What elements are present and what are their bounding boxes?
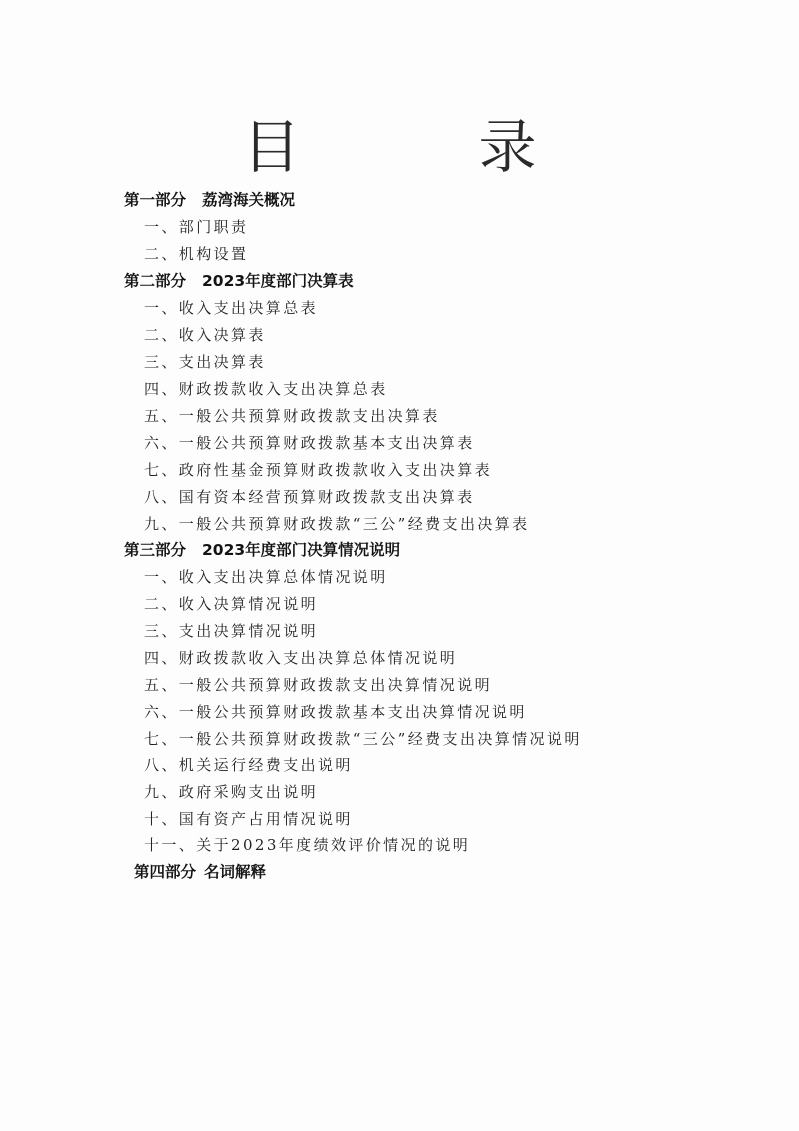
toc-item: 五、一般公共预算财政拨款支出决算表 bbox=[144, 407, 440, 425]
toc-item: 六、一般公共预算财政拨款基本支出决算表 bbox=[144, 434, 475, 452]
toc-item: 八、机关运行经费支出说明 bbox=[144, 756, 353, 774]
toc-part-2 bbox=[124, 268, 354, 295]
part-title: 2023年度部门决算情况说明 bbox=[202, 541, 401, 559]
toc-item: 六、一般公共预算财政拨款基本支出决算情况说明 bbox=[144, 703, 527, 721]
toc-item: 二、收入决算表 bbox=[144, 326, 266, 344]
part-number: 第二部分 bbox=[124, 272, 187, 290]
toc-item: 一、收入支出决算总体情况说明 bbox=[144, 568, 388, 586]
toc-item: 二、收入决算情况说明 bbox=[144, 595, 319, 613]
toc-part-1 bbox=[124, 187, 295, 214]
toc-item: 七、政府性基金预算财政拨款收入支出决算表 bbox=[144, 461, 493, 479]
part-title: 荔湾海关概况 bbox=[202, 191, 296, 209]
toc-item: 八、国有资本经营预算财政拨款支出决算表 bbox=[144, 488, 475, 506]
toc-item: 三、支出决算情况说明 bbox=[144, 622, 319, 640]
toc-part-4 bbox=[134, 859, 266, 886]
toc-item: 五、一般公共预算财政拨款支出决算情况说明 bbox=[144, 676, 493, 694]
toc-item: 三、支出决算表 bbox=[144, 353, 266, 371]
toc-item: 九、一般公共预算财政拨款“三公”经费支出决算表 bbox=[144, 515, 530, 533]
toc-item: 九、政府采购支出说明 bbox=[144, 783, 319, 801]
toc-part-3 bbox=[124, 537, 400, 564]
toc-item: 十、国有资产占用情况说明 bbox=[144, 810, 353, 828]
page-title: 目 录 bbox=[242, 113, 597, 181]
toc-item: 七、一般公共预算财政拨款“三公”经费支出决算情况说明 bbox=[144, 730, 582, 748]
toc-item: 二、机构设置 bbox=[144, 245, 249, 263]
part-number: 第四部分 bbox=[134, 863, 197, 881]
toc-item: 一、收入支出决算总表 bbox=[144, 299, 319, 317]
part-title: 2023年度部门决算表 bbox=[202, 272, 354, 290]
toc-item: 一、部门职责 bbox=[144, 218, 249, 236]
part-number: 第一部分 bbox=[124, 191, 187, 209]
part-number: 第三部分 bbox=[124, 541, 187, 559]
toc-item: 四、财政拨款收入支出决算总体情况说明 bbox=[144, 649, 458, 667]
part-title: 名词解释 bbox=[204, 863, 267, 881]
toc-item: 四、财政拨款收入支出决算总表 bbox=[144, 380, 388, 398]
toc-item: 十一、关于2023年度绩效评价情况的说明 bbox=[144, 836, 471, 854]
